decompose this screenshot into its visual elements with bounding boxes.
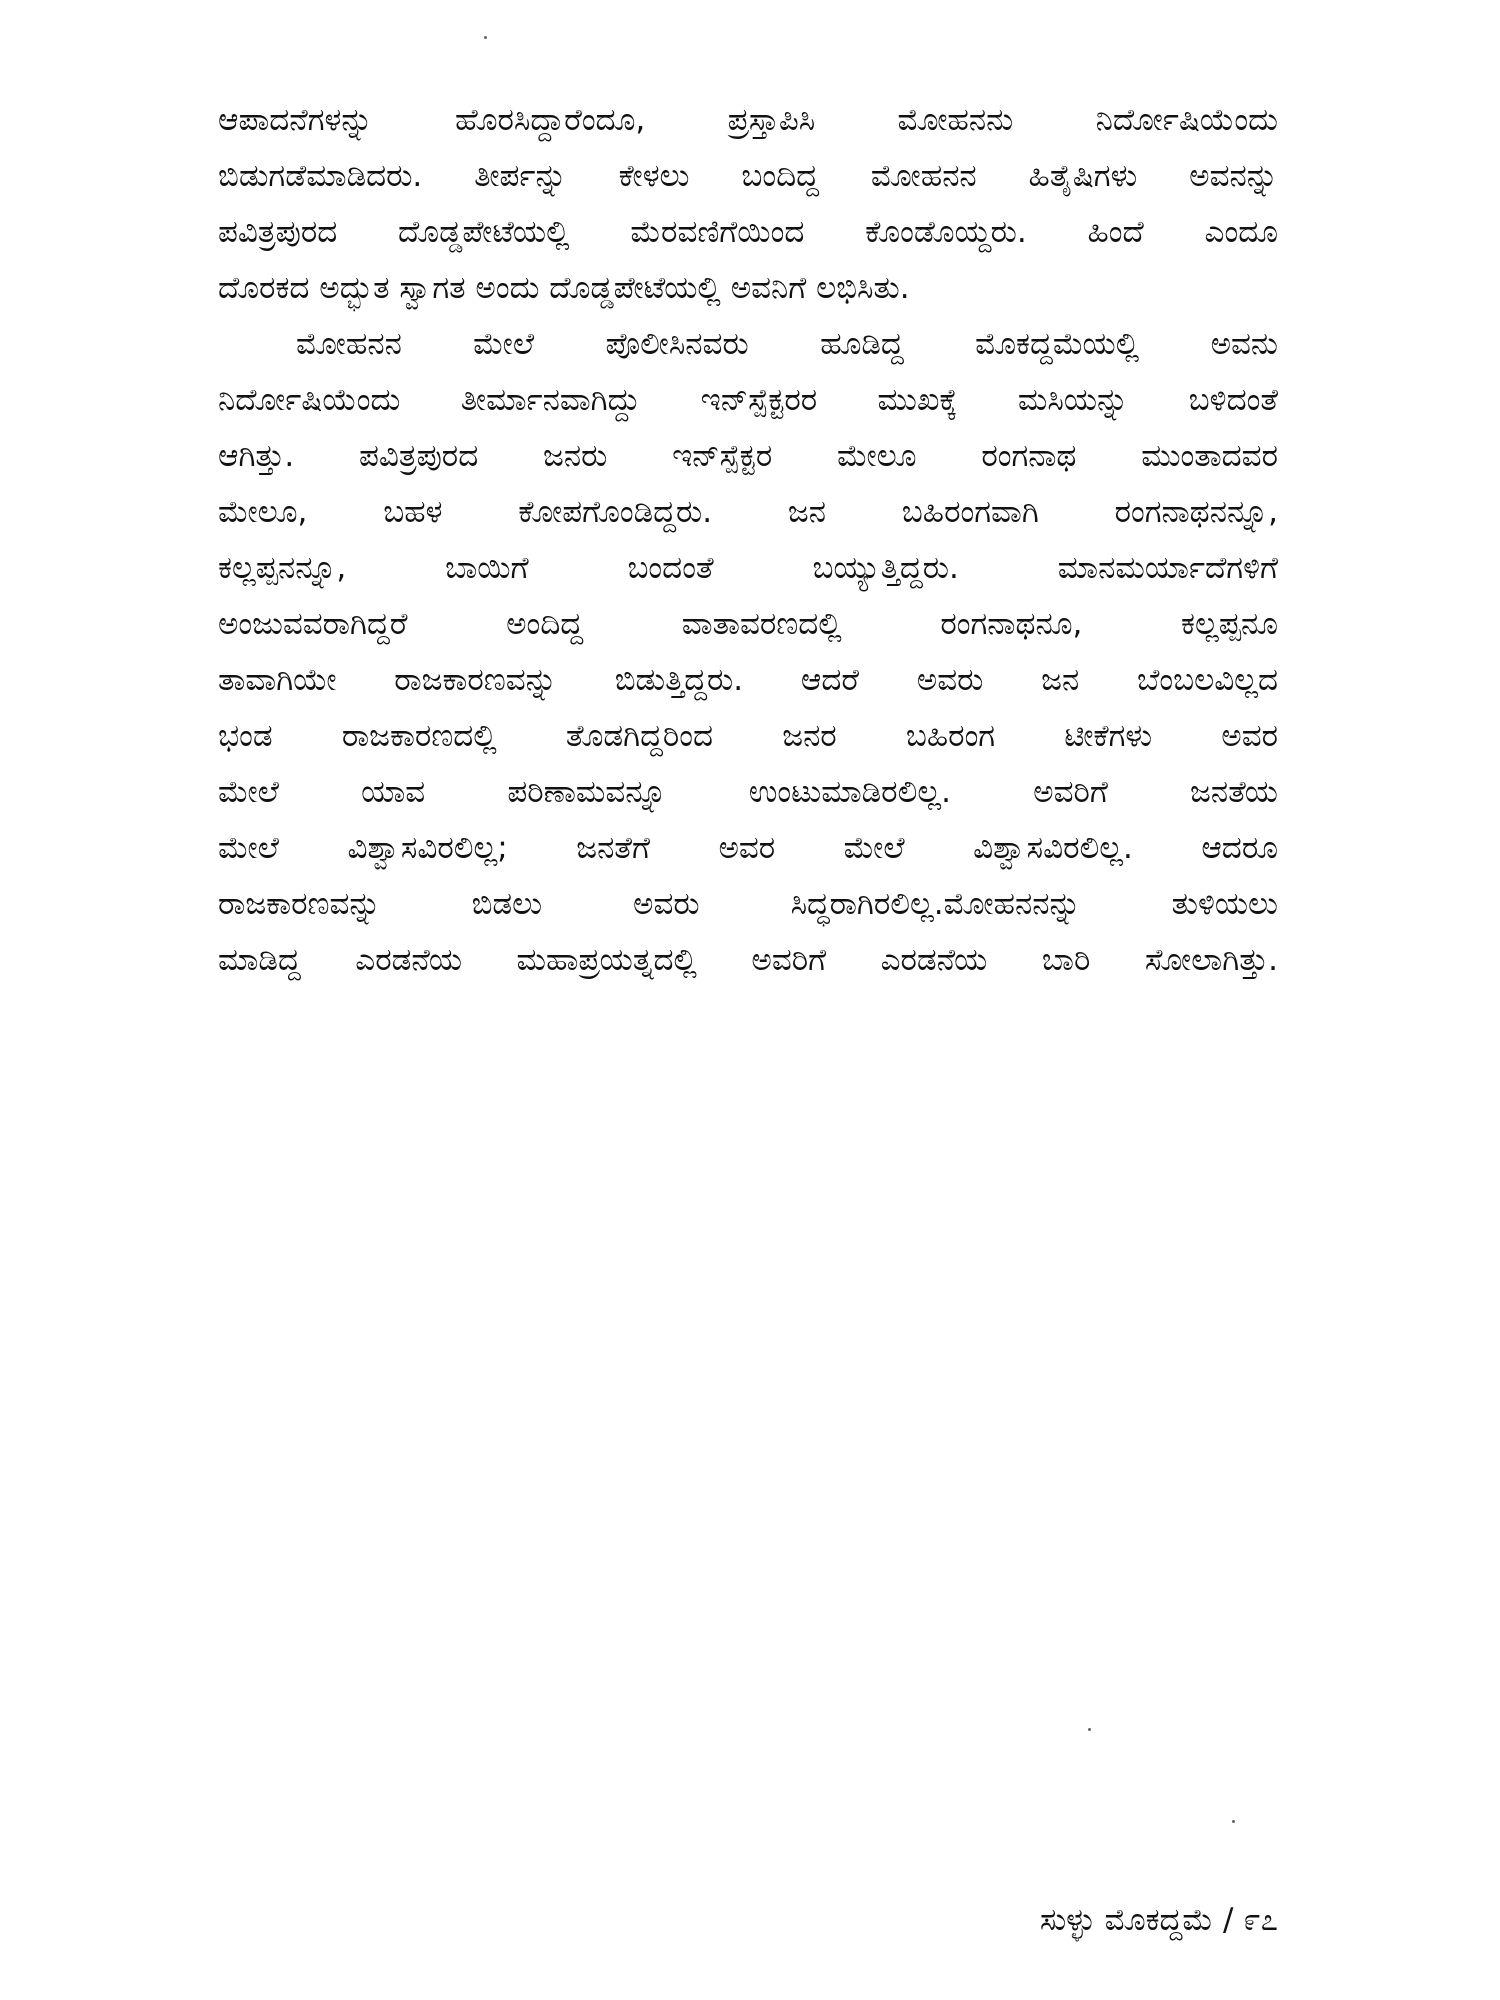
page-footer: ಸುಳ್ಳು ಮೊಕದ್ದಮೆ / ೯೭ [1039, 1902, 1278, 1938]
text-line: ಕಲ್ಲಪ್ಪನನ್ನೂ, ಬಾಯಿಗೆ ಬಂದಂತೆ ಬಯ್ಯುತ್ತಿದ್ದರು. ಮಾನಮರ್ಯಾದೆಗಳಿಗೆ [218, 550, 1278, 586]
scan-speck [1232, 1820, 1235, 1823]
text-line: ಅಂಜುವವರಾಗಿದ್ದರೆ ಅಂದಿದ್ದ ವಾತಾವರಣದಲ್ಲಿ ರಂಗನಾಥನೂ, ಕಲ್ಲಪ್ಪನೂ [218, 606, 1278, 642]
text-line: ಪವಿತ್ರಪುರದ ದೊಡ್ಡಪೇಟೆಯಲ್ಲಿ ಮೆರವಣಿಗೆಯಿಂದ ಕೊಂಡೊಯ್ದರು. ಹಿಂದೆ ಎಂದೂ [218, 214, 1278, 250]
text-line: ದೊರಕದ ಅದ್ಭುತ ಸ್ವಾಗತ ಅಂದು ದೊಡ್ಡಪೇಟೆಯಲ್ಲಿ ಅವನಿಗೆ ಲಭಿಸಿತು. [218, 270, 910, 306]
text-line: ಮೇಲೆ ಯಾವ ಪರಿಣಾಮವನ್ನೂ ಉಂಟುಮಾಡಿರಲಿಲ್ಲ. ಅವರಿಗೆ ಜನತೆಯ [218, 774, 1278, 810]
text-line: ಮಾಡಿದ್ದ ಎರಡನೆಯ ಮಹಾಪ್ರಯತ್ನದಲ್ಲಿ ಅವರಿಗೆ ಎರಡನೆಯ ಬಾರಿ ಸೋಲಾಗಿತ್ತು. [218, 942, 1278, 978]
text-line: ರಾಜಕಾರಣವನ್ನು ಬಿಡಲು ಅವರು ಸಿದ್ಧರಾಗಿರಲಿಲ್ಲ.ಮೋಹನನನ್ನು ತುಳಿಯಲು [218, 886, 1278, 922]
body-text [218, 92, 1278, 988]
text-line: ಆಗಿತ್ತು. ಪವಿತ್ರಪುರದ ಜನರು ಇನ್‌ಸ್ಪೆಕ್ಟರ ಮೇಲೂ ರಂಗನಾಥ ಮುಂತಾದವರ [218, 438, 1278, 474]
text-line: ಮೇಲೂ, ಬಹಳ ಕೋಪಗೊಂಡಿದ್ದರು. ಜನ ಬಹಿರಂಗವಾಗಿ ರಂಗನಾಥನನ್ನೂ, [218, 494, 1278, 530]
scan-speck [1088, 1728, 1091, 1731]
text-line: ಮೇಲೆ ವಿಶ್ವಾಸವಿರಲಿಲ್ಲ; ಜನತೆಗೆ ಅವರ ಮೇಲೆ ವಿಶ್ವಾಸವಿರಲಿಲ್ಲ. ಆದರೂ [218, 830, 1278, 866]
text-line: ಆಪಾದನೆಗಳನ್ನು ಹೊರಸಿದ್ದಾರೆಂದೂ, ಪ್ರಸ್ತಾಪಿಸಿ ಮೋಹನನು ನಿರ್ದೋಷಿಯೆಂದು [218, 102, 1278, 138]
text-line: ಭಂಡ ರಾಜಕಾರಣದಲ್ಲಿ ತೊಡಗಿದ್ದರಿಂದ ಜನರ ಬಹಿರಂಗ ಟೀಕೆಗಳು ಅವರ [218, 718, 1278, 754]
text-line: ತಾವಾಗಿಯೇ ರಾಜಕಾರಣವನ್ನು ಬಿಡುತ್ತಿದ್ದರು. ಆದರೆ ಅವರು ಜನ ಬೆಂಬಲವಿಲ್ಲದ [218, 662, 1278, 698]
scan-speck [484, 36, 487, 39]
text-line: ಮೋಹನನ ಮೇಲೆ ಪೊಲೀಸಿನವರು ಹೂಡಿದ್ದ ಮೊಕದ್ದಮೆಯಲ್ಲಿ ಅವನು [296, 326, 1278, 362]
text-line: ಬಿಡುಗಡೆಮಾಡಿದರು. ತೀರ್ಪನ್ನು ಕೇಳಲು ಬಂದಿದ್ದ ಮೋಹನನ ಹಿತೈಷಿಗಳು ಅವನನ್ನು [218, 158, 1278, 194]
text-line: ನಿರ್ದೋಷಿಯೆಂದು ತೀರ್ಮಾನವಾಗಿದ್ದು ಇನ್‌ಸ್ಪೆಕ್ಟರರ ಮುಖಕ್ಕೆ ಮಸಿಯನ್ನು ಬಳಿದಂತೆ [218, 382, 1278, 418]
